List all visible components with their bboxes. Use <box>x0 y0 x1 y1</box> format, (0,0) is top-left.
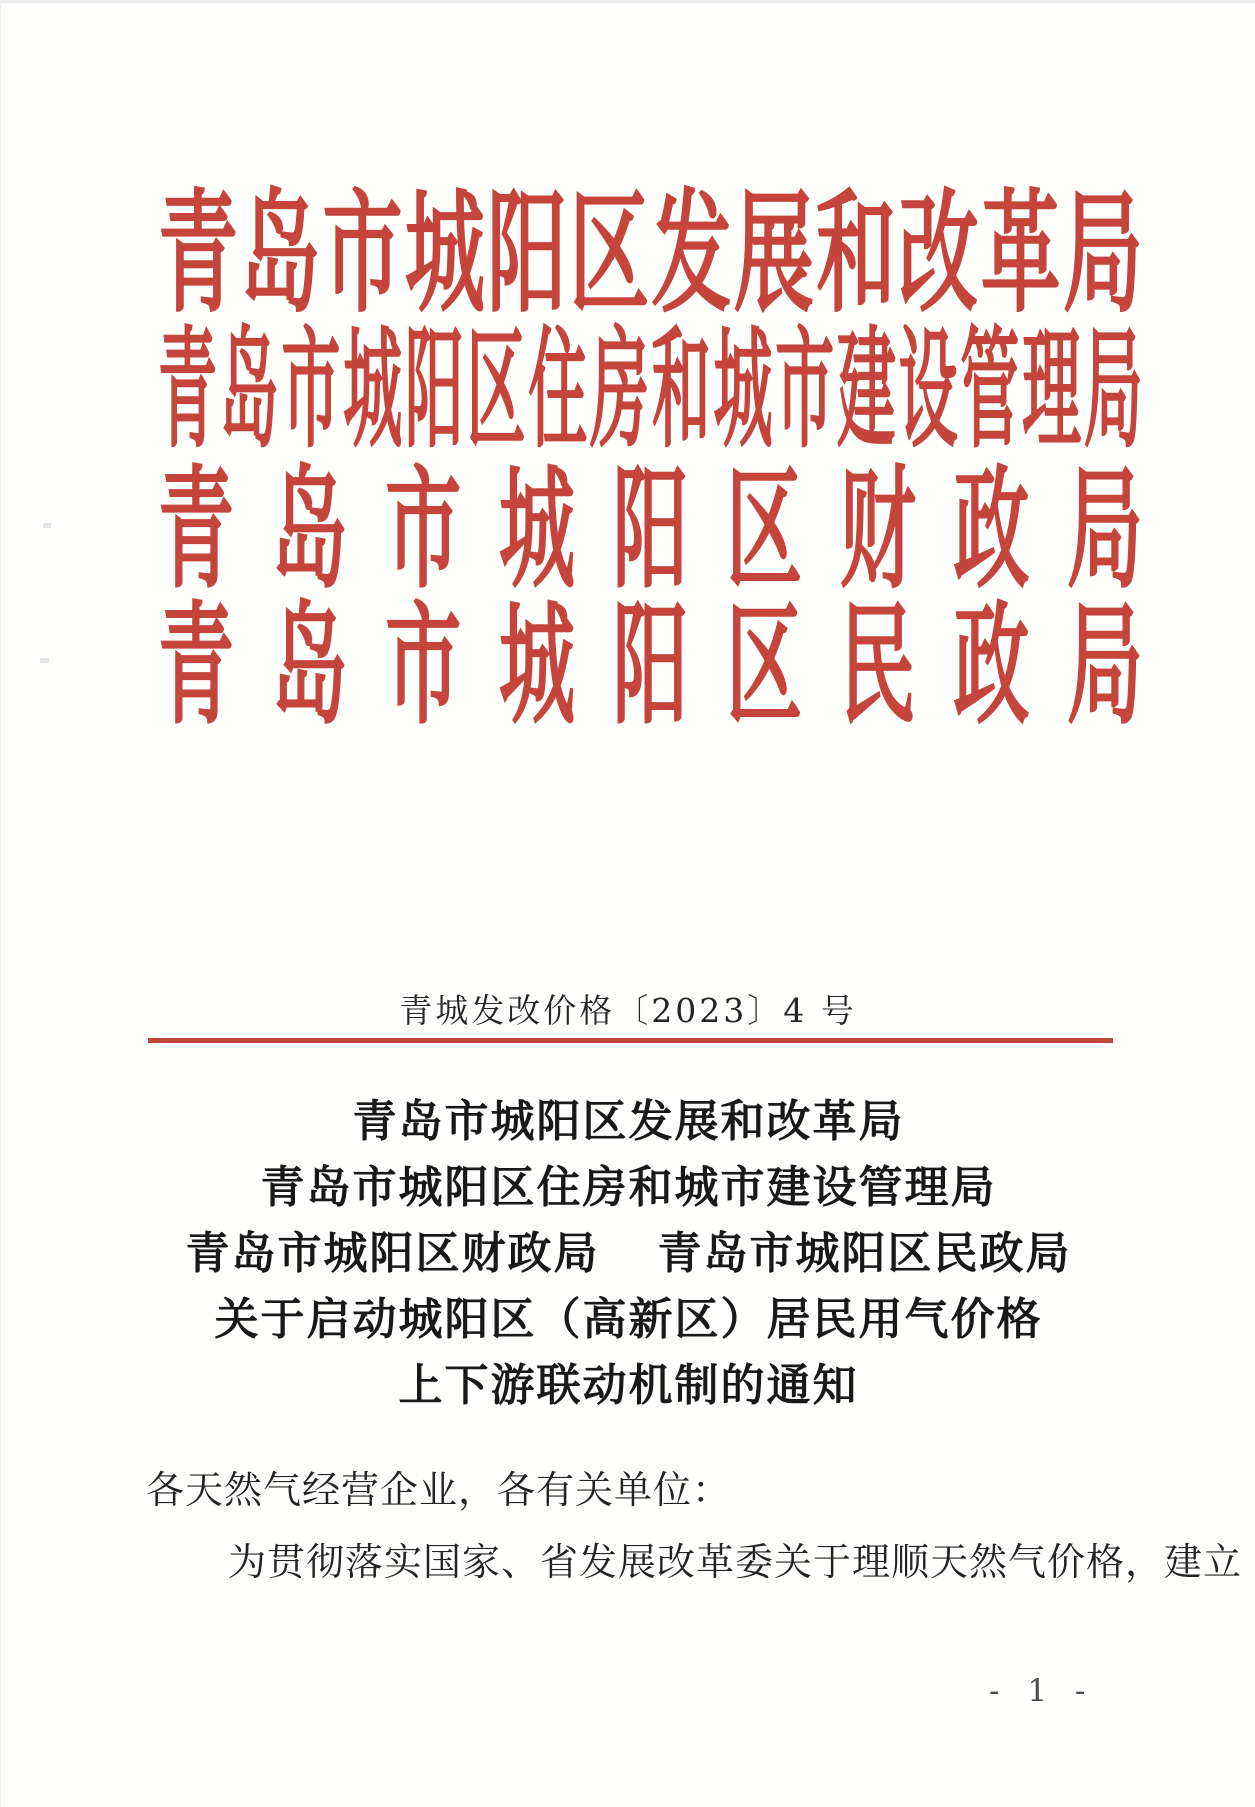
paragraph-line: 为贯彻落实国家、省发展改革委关于理顺天然气价格，建立 <box>228 1540 1243 1584</box>
letterhead-agency-finance: 青 岛 市 城 阳 区 财 政 局 <box>158 451 1143 607</box>
title-line-3-right: 青岛市城阳区民政局 <box>657 1228 1072 1279</box>
red-separator-rule <box>148 1038 1113 1043</box>
title-line-5: 上下游联动机制的通知 <box>398 1360 859 1411</box>
salutation-line: 各天然气经营企业，各有关单位： <box>146 1468 732 1512</box>
scan-speck <box>43 523 51 528</box>
title-line-1: 青岛市城阳区发展和改革局 <box>352 1096 905 1147</box>
letterhead-agency-housing-construction: 青 岛 市 城 阳 区 住 房 和 城 市 建 设 管 理 局 <box>158 312 1143 466</box>
title-line-3-left: 青岛市城阳区财政局 <box>185 1228 600 1279</box>
letterhead-agency-civil-affairs: 青 岛 市 城 阳 区 民 政 局 <box>158 587 1143 743</box>
body-text <box>146 1467 1243 1585</box>
title-line-3 <box>76 1221 1181 1287</box>
title-line-4: 关于启动城阳区（高新区）居民用气价格 <box>214 1294 1043 1345</box>
document-title <box>76 1089 1181 1419</box>
title-line-2: 青岛市城阳区住房和城市建设管理局 <box>260 1162 997 1213</box>
page-number: - 1 - <box>989 1673 1095 1709</box>
scan-speck <box>40 658 49 663</box>
letterhead <box>158 174 1143 743</box>
letterhead-agency-development-reform: 青 岛 市 城 阳 区 发 展 和 改 革 局 <box>158 174 1143 332</box>
document-number: 青城发改价格〔2023〕4 号 <box>399 991 857 1030</box>
